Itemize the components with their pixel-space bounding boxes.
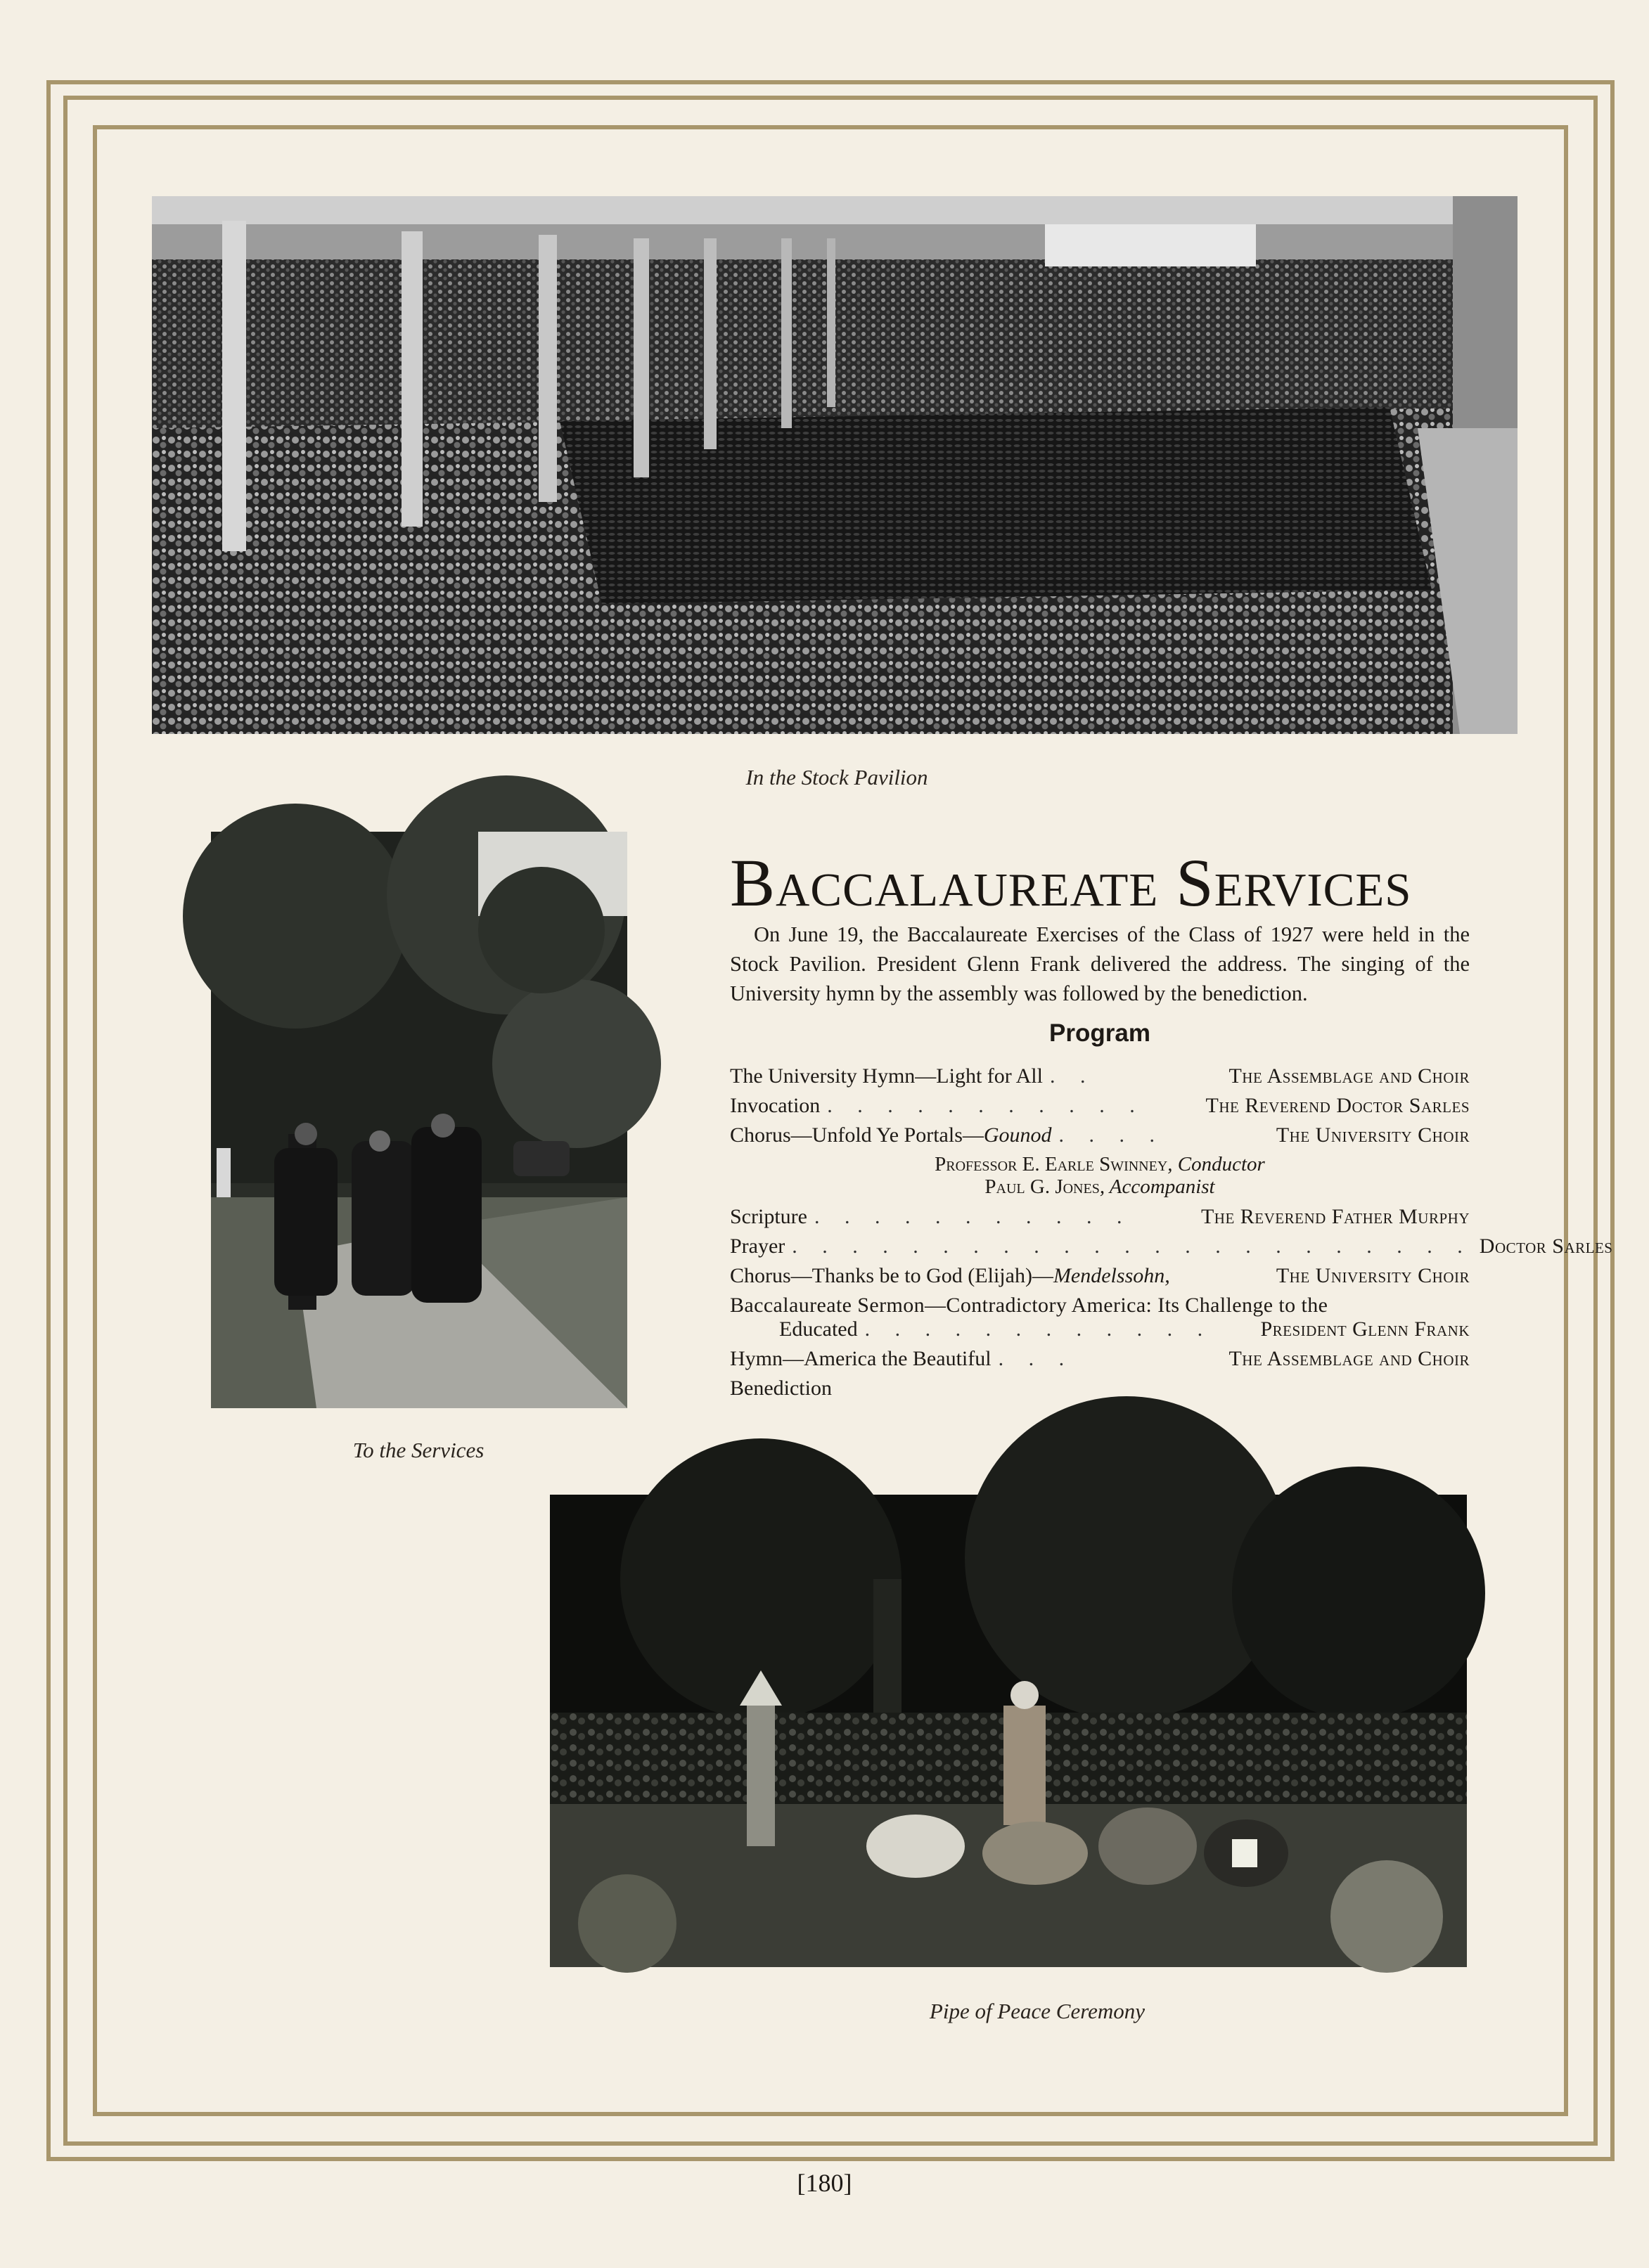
leader-dots: . . . . — [1058, 1123, 1165, 1147]
program-performer: The University Choir — [1276, 1123, 1470, 1147]
program-row — [730, 1294, 1470, 1317]
program-row — [730, 1064, 1470, 1094]
leader-dots: . . . . . . . . . . . — [814, 1205, 1132, 1228]
program-row — [730, 1317, 1470, 1347]
program-item: Benediction — [730, 1377, 832, 1400]
leader-dots: . . . . . . . . . . . . . . . . . . . . . . . — [792, 1235, 1472, 1258]
ceremony-caption: Pipe of Peace Ceremony — [929, 1999, 1146, 2023]
program-row — [730, 1123, 1470, 1153]
program-item: Scripture — [730, 1205, 807, 1228]
composer: Mendelssohn, — [1053, 1264, 1170, 1287]
leader-dots: . . . — [998, 1347, 1074, 1370]
program-item: Hymn—America the Beautiful — [730, 1347, 992, 1370]
program-item: Chorus—Unfold Ye Portals—Gounod — [730, 1123, 1052, 1147]
program-row — [730, 1264, 1470, 1294]
leader-dots: . . — [1049, 1064, 1096, 1088]
program-performer: President Glenn Frank — [1260, 1317, 1470, 1341]
page-title: Baccalaureate Services — [730, 845, 1412, 920]
program-credit: Paul G. Jones, Accompanist — [984, 1175, 1215, 1198]
leader-dots: . . . . . . . . . . . . — [864, 1317, 1213, 1341]
composer: Gounod — [983, 1123, 1052, 1147]
program-performer: The Reverend Father Murphy — [1200, 1205, 1470, 1228]
program-performer: The Assemblage and Choir — [1228, 1347, 1470, 1370]
program-item: Educated — [779, 1317, 858, 1341]
program-list — [730, 1064, 1613, 1406]
pavilion-caption: In the Stock Pavilion — [745, 765, 928, 790]
program-row — [730, 1094, 1470, 1123]
program-row — [730, 1205, 1470, 1235]
program-performer: The Assemblage and Choir — [1228, 1064, 1470, 1088]
leader-dots: . . . . . . . . . . . — [827, 1094, 1145, 1117]
program-performer: The University Choir — [1276, 1264, 1470, 1287]
program-item: Chorus—Thanks be to God (Elijah)—Mendelssohn, — [730, 1264, 1170, 1287]
program-item: Baccalaureate Sermon—Contradictory America: Its Challenge to the — [730, 1294, 1328, 1317]
program-performer: The Reverend Doctor Sarles — [1205, 1094, 1470, 1117]
program-item: Prayer — [730, 1235, 785, 1258]
program-credit: Professor E. Earle Swinney, Conductor — [935, 1153, 1265, 1175]
program-row — [730, 1347, 1470, 1377]
services-photo — [211, 832, 627, 1408]
program-heading: Program — [1049, 1019, 1150, 1047]
intro-paragraph: On June 19, the Baccalaureate Exercises of the Class of 1927 were held in the Stock Pavilion. President Glenn Frank delivered the address. The singing of the University hymn by the assembly was followed by the benediction. — [730, 922, 1470, 1005]
program-item: The University Hymn—Light for All — [730, 1064, 1043, 1088]
services-caption: To the Services — [352, 1438, 485, 1462]
program-item: Invocation — [730, 1094, 821, 1117]
program-row — [730, 1235, 1613, 1264]
page-number: [180] — [797, 2169, 852, 2197]
ceremony-photo — [550, 1495, 1467, 1967]
pavilion-photo — [152, 196, 1518, 734]
program-performer: Doctor Sarles — [1479, 1235, 1613, 1258]
